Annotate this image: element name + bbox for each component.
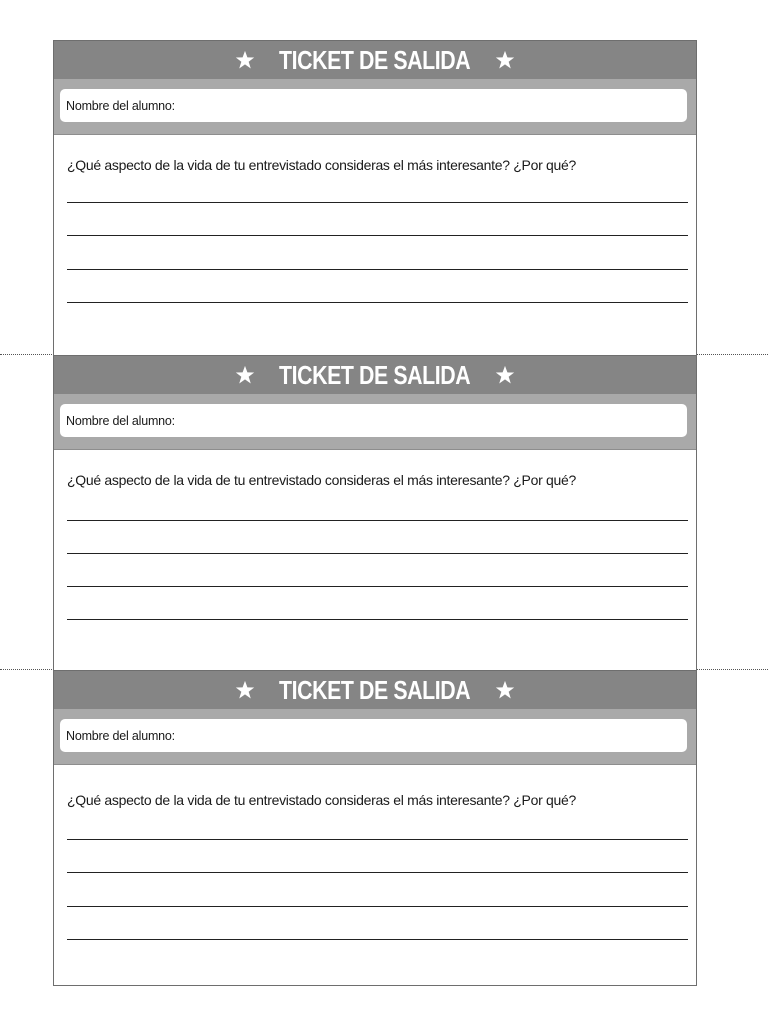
exit-ticket (53, 355, 697, 671)
student-name-field[interactable] (60, 89, 687, 122)
answer-line[interactable] (67, 619, 688, 620)
exit-ticket (53, 670, 697, 986)
ticket-header (54, 671, 696, 709)
ticket-header (54, 41, 696, 79)
question-text: ¿Qué aspecto de la vida de tu entrevistado consideras el más interesante? ¿Por qué? (67, 792, 576, 808)
answer-line[interactable] (67, 302, 688, 303)
answer-line[interactable] (67, 553, 688, 554)
exit-ticket (53, 40, 697, 356)
answer-line[interactable] (67, 586, 688, 587)
student-name-label: Nombre del alumno: (66, 728, 175, 743)
answer-line[interactable] (67, 906, 688, 907)
answer-line[interactable] (67, 939, 688, 940)
answer-line[interactable] (67, 235, 688, 236)
ticket-title: TICKET DE SALIDA (279, 45, 471, 75)
student-name-band (54, 709, 696, 765)
answer-line[interactable] (67, 872, 688, 873)
answer-line[interactable] (67, 520, 688, 521)
star-icon (234, 364, 256, 386)
ticket-title: TICKET DE SALIDA (279, 360, 471, 390)
star-icon (494, 679, 516, 701)
answer-line[interactable] (67, 269, 688, 270)
answer-line[interactable] (67, 839, 688, 840)
student-name-band (54, 394, 696, 450)
star-icon (234, 679, 256, 701)
star-icon (494, 364, 516, 386)
ticket-title: TICKET DE SALIDA (279, 675, 471, 705)
student-name-field[interactable] (60, 719, 687, 752)
answer-line[interactable] (67, 202, 688, 203)
question-text: ¿Qué aspecto de la vida de tu entrevistado consideras el más interesante? ¿Por qué? (67, 472, 576, 488)
student-name-label: Nombre del alumno: (66, 413, 175, 428)
ticket-header (54, 356, 696, 394)
student-name-field[interactable] (60, 404, 687, 437)
star-icon (234, 49, 256, 71)
student-name-label: Nombre del alumno: (66, 98, 175, 113)
star-icon (494, 49, 516, 71)
question-text: ¿Qué aspecto de la vida de tu entrevistado consideras el más interesante? ¿Por qué? (67, 157, 576, 173)
student-name-band (54, 79, 696, 135)
